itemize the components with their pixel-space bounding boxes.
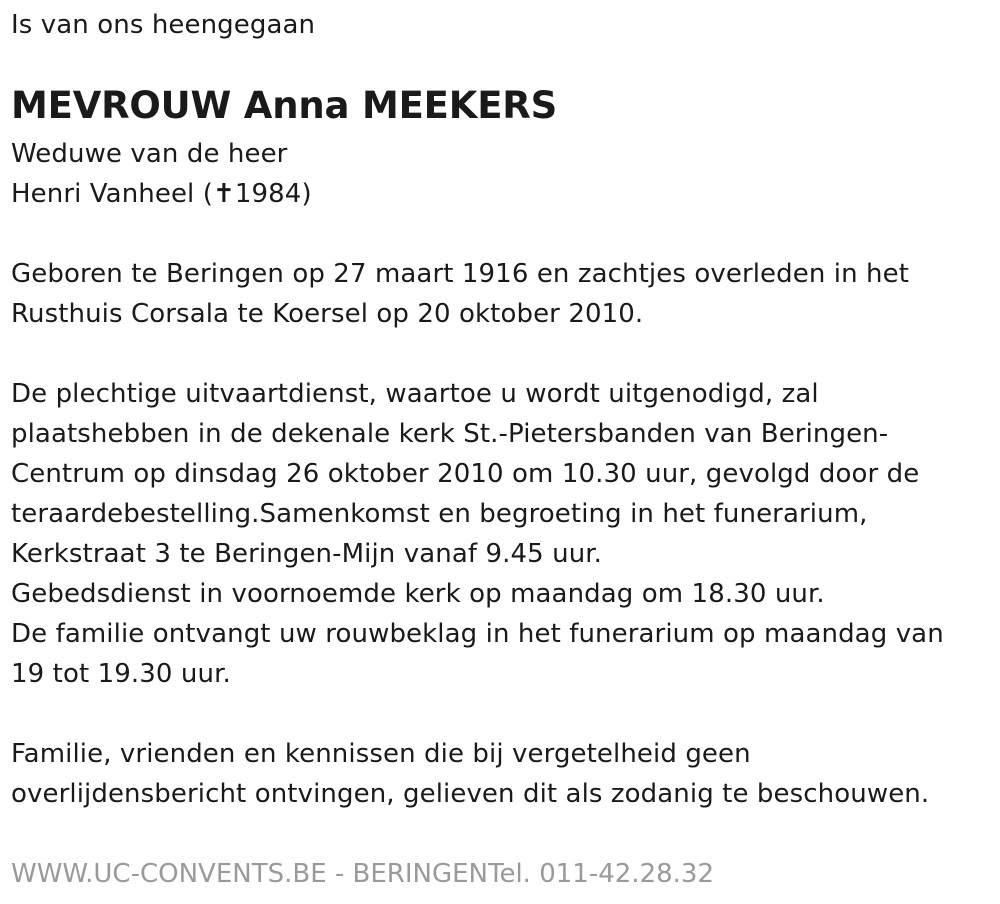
service-line: De familie ontvangt uw rouwbeklag in het funerarium op maandag van [11, 619, 944, 649]
service-line: Gebedsdienst in voornoemde kerk op maandag om 18.30 uur. [11, 579, 825, 609]
spouse-name: Henri Vanheel ( [11, 179, 213, 209]
closing-line: Familie, vrienden en kennissen die bij vergetelheid geen [11, 739, 751, 769]
spouse-death-year: 1984) [234, 179, 312, 209]
closing-line: overlijdensbericht ontvingen, gelieven dit als zodanig te beschouwen. [11, 779, 930, 809]
deceased-name: MEVROUW Anna MEEKERS [11, 84, 558, 127]
cross-icon: ✝ [212, 179, 235, 209]
service-line: Centrum op dinsdag 26 oktober 2010 om 10.30 uur, gevolgd door de [11, 459, 920, 489]
service-line: plaatshebben in de dekenale kerk St.-Pietersbanden van Beringen- [11, 419, 889, 449]
spouse-line-2 [11, 174, 312, 214]
service-line: De plechtige uitvaartdienst, waartoe u wordt uitgenodigd, zal [11, 379, 819, 409]
birth-death-line: Geboren te Beringen op 27 maart 1916 en zachtjes overleden in het [11, 259, 910, 289]
spouse-line-1: Weduwe van de heer [11, 139, 288, 169]
intro-text: Is van ons heengegaan [11, 10, 316, 40]
service-line: teraardebestelling.Samenkomst en begroeting in het funerarium, [11, 499, 868, 529]
service-line: 19 tot 19.30 uur. [11, 659, 231, 689]
footer-source: WWW.UC-CONVENTS.BE - BERINGENTel. 011-42.28.32 [11, 859, 715, 889]
birth-death-line: Rusthuis Corsala te Koersel op 20 oktober 2010. [11, 299, 644, 329]
service-line: Kerkstraat 3 te Beringen-Mijn vanaf 9.45 uur. [11, 539, 603, 569]
